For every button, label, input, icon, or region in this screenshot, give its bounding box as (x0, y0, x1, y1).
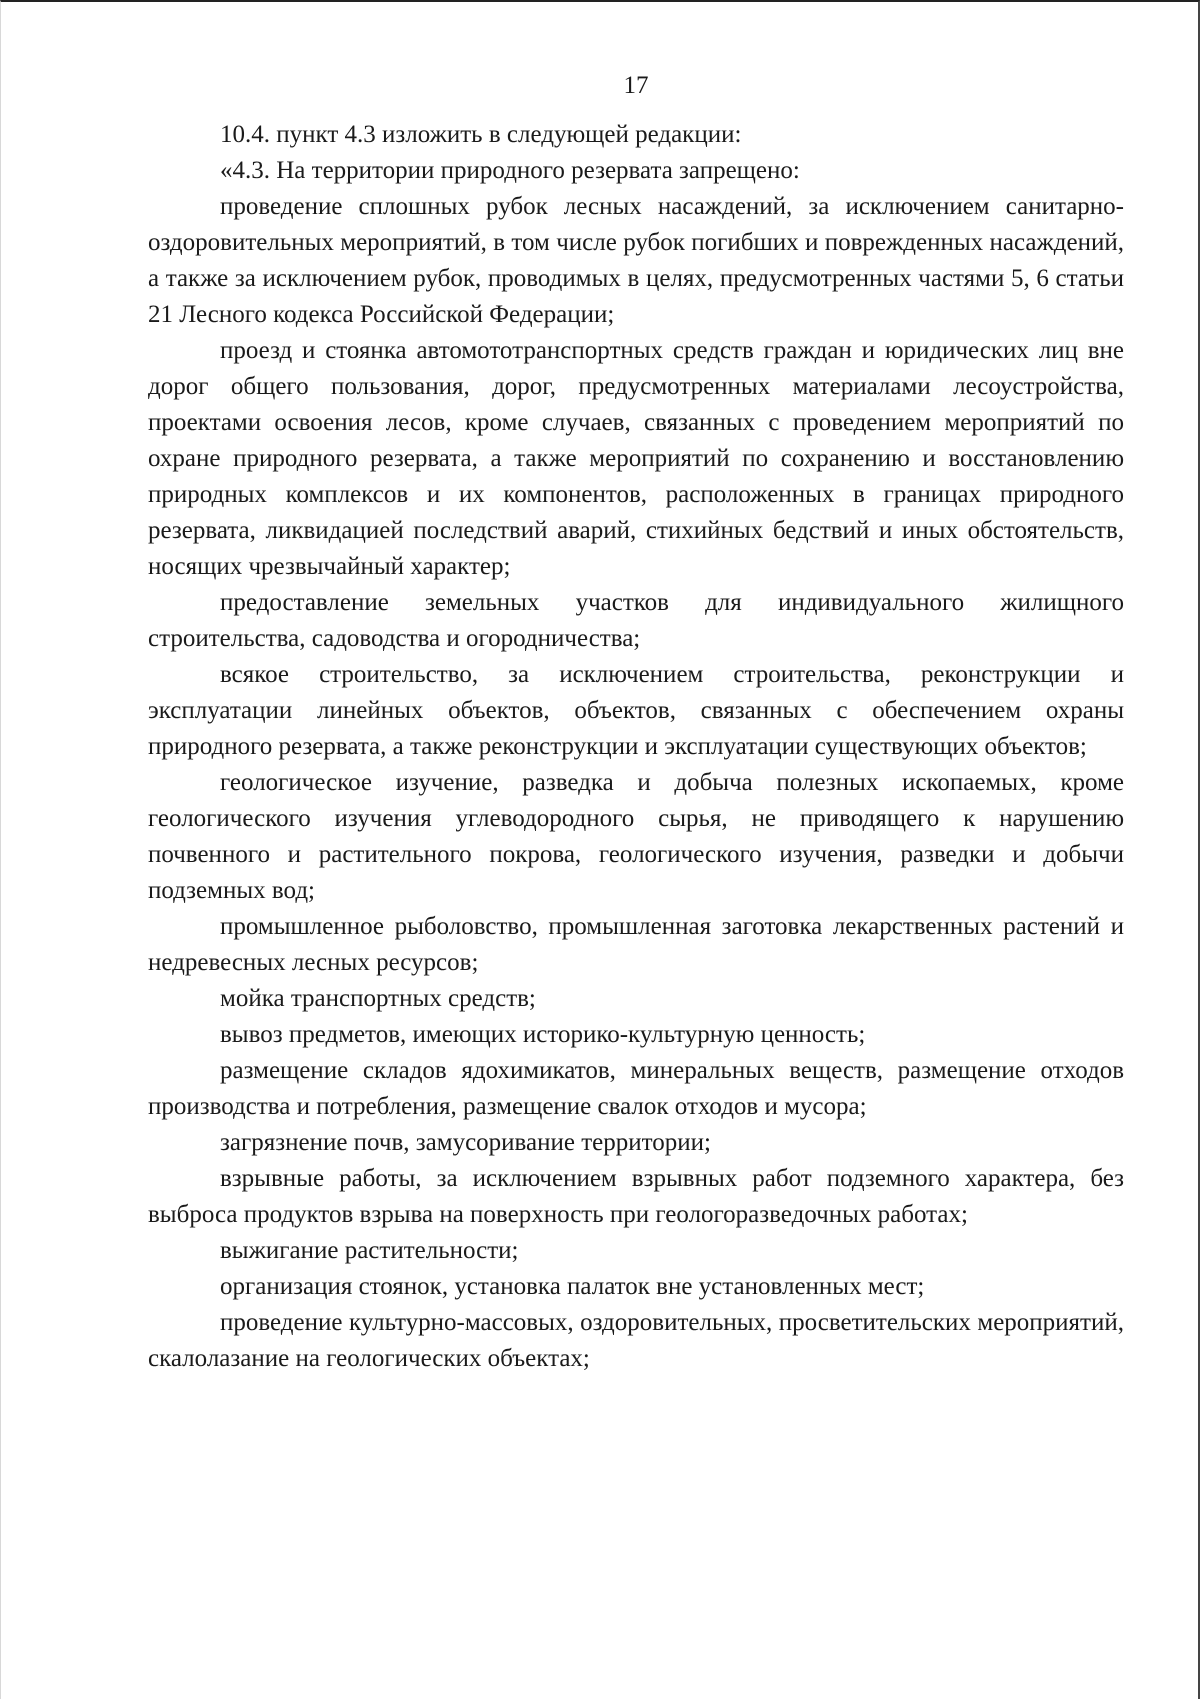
paragraph-prohibition: всякое строительство, за исключением строительства, реконструкции и эксплуатации линейных объектов, объектов, связанных с обеспечением охраны природного резервата, а также реконструкции и эксплуатации существующих объектов; (148, 661, 1124, 760)
paragraph-prohibition: предоставление земельных участков для индивидуального жилищного строительства, садоводства и огородничества; (148, 589, 1124, 652)
paragraph-prohibition: проезд и стоянка автомототранспортных средств граждан и юридических лиц вне дорог общего пользования, дорог, предусмотренных материалами лесоустройства, проектами освоения лесов, кроме случаев, связанных с проведением мероприятий по охране природного резервата, а также мероприятий по сохранению и восстановлению природных комплексов и их компонентов, расположенных в границах природного резервата, ликвидацией последствий аварий, стихийных бедствий и иных обстоятельств, носящих чрезвычайный характер; (148, 337, 1124, 580)
paragraph-prohibition: выжигание растительности; (220, 1237, 519, 1264)
paragraph-prohibition: загрязнение почв, замусоривание территории; (220, 1129, 711, 1156)
paragraph-prohibition: промышленное рыболовство, промышленная заготовка лекарственных растений и недревесных лесных ресурсов; (148, 913, 1124, 976)
paragraph-clause-heading: «4.3. На территории природного резервата запрещено: (220, 157, 800, 184)
paragraph-prohibition: мойка транспортных средств; (220, 985, 536, 1012)
paragraph-prohibition: геологическое изучение, разведка и добыча полезных ископаемых, кроме геологического изучения углеводородного сырья, не приводящего к нарушению почвенного и растительного покрова, геологического изучения, разведки и добычи подземных вод; (148, 769, 1124, 904)
paragraph-prohibition: проведение культурно-массовых, оздоровительных, просветительских мероприятий, скалолазание на геологических объектах; (148, 1309, 1124, 1372)
paragraph-prohibition: взрывные работы, за исключением взрывных работ подземного характера, без выброса продуктов взрыва на поверхность при геологоразведочных работах; (148, 1165, 1124, 1228)
paragraph-prohibition: размещение складов ядохимикатов, минеральных веществ, размещение отходов производства и потребления, размещение свалок отходов и мусора; (148, 1057, 1124, 1120)
paragraph-prohibition: вывоз предметов, имеющих историко-культурную ценность; (220, 1021, 866, 1048)
paragraph-prohibition: проведение сплошных рубок лесных насаждений, за исключением санитарно-оздоровительных мероприятий, в том числе рубок погибших и поврежденных насаждений, а также за исключением рубок, проводимых в целях, предусмотренных частями 5, 6 статьи 21 Лесного кодекса Российской Федерации; (148, 193, 1124, 328)
paragraph-prohibition: организация стоянок, установка палаток вне установленных мест; (220, 1273, 925, 1300)
document-body (148, 117, 1124, 1377)
paragraph-amendment-intro: 10.4. пункт 4.3 изложить в следующей редакции: (220, 121, 742, 148)
page-number: 17 (623, 72, 649, 99)
